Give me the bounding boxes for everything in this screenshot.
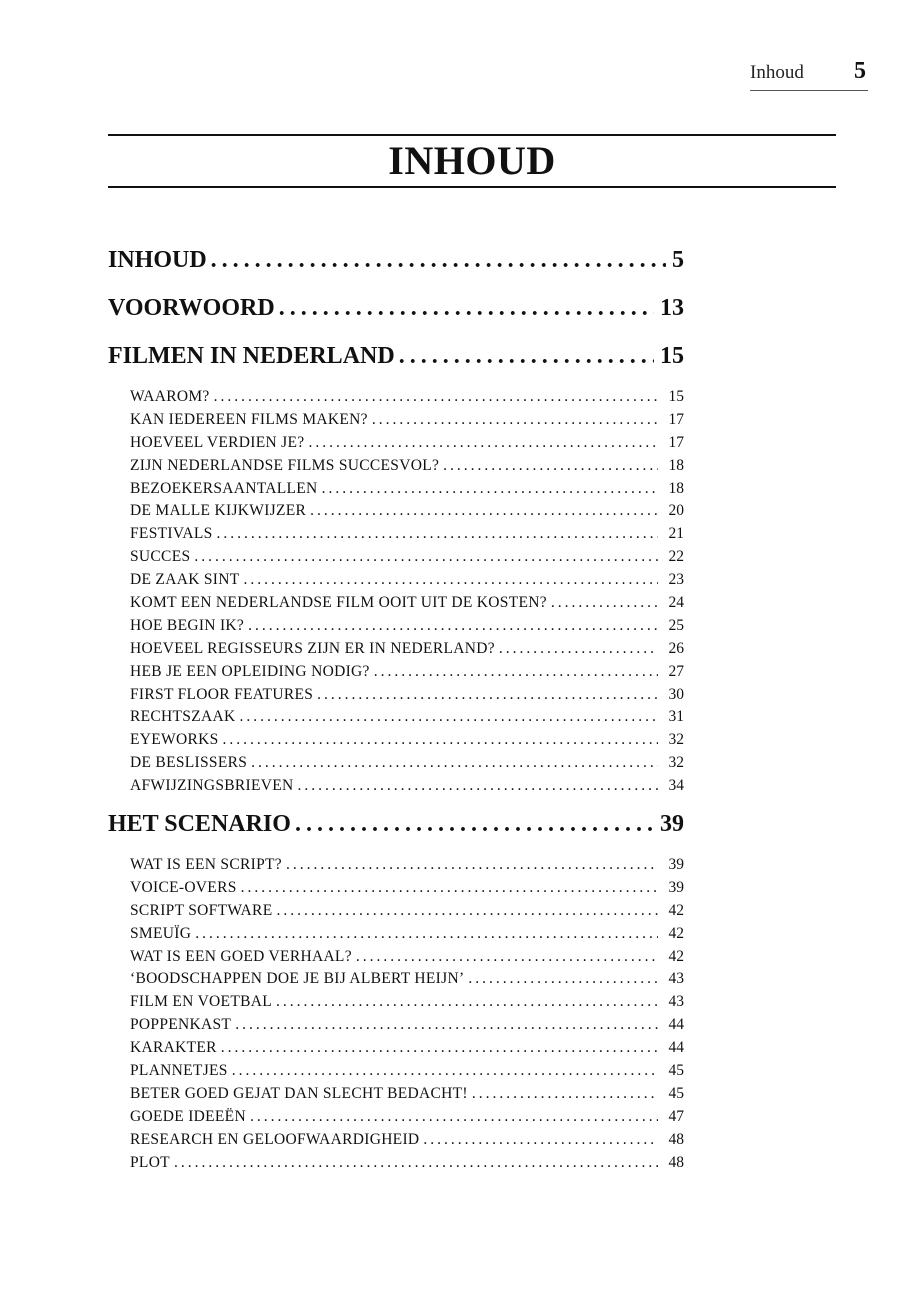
section-title: POPPENKAST [130, 1016, 232, 1034]
section-title: BEZOEKERSAANTALLEN [130, 479, 318, 497]
section-page-number: 42 [668, 947, 684, 965]
chapter-page-number: 13 [660, 295, 684, 321]
section-page-number: 34 [668, 777, 684, 795]
dot-leader [241, 877, 658, 900]
page-title-block [108, 134, 836, 188]
toc-section-entry [108, 900, 684, 923]
section-page-number: 44 [668, 1039, 684, 1057]
section-title: DE ZAAK SINT [130, 571, 240, 589]
toc-section-entry [108, 661, 684, 684]
section-title: WAT IS EEN SCRIPT? [130, 856, 282, 874]
dot-leader [310, 500, 658, 523]
toc-section-entry [108, 500, 684, 523]
section-title: DE MALLE KIJKWIJZER [130, 502, 307, 520]
toc-section-entry [108, 923, 684, 946]
dot-leader [286, 854, 658, 877]
section-title: ‘BOODSCHAPPEN DOE JE BIJ ALBERT HEIJN’ [130, 970, 465, 988]
section-title: ZIJN NEDERLANDSE FILMS SUCCESVOL? [130, 456, 440, 474]
section-page-number: 47 [668, 1107, 684, 1125]
dot-leader [308, 432, 658, 455]
chapter-title: FILMEN IN NEDERLAND [108, 343, 395, 369]
chapter-page-number: 15 [660, 343, 684, 369]
section-title: HOEVEEL REGISSEURS ZIJN ER IN NEDERLAND? [130, 639, 495, 657]
toc-chapter-entry [108, 806, 684, 854]
section-title: BETER GOED GEJAT DAN SLECHT BEDACHT! [130, 1084, 468, 1102]
section-page-number: 17 [668, 410, 684, 428]
dot-leader [372, 409, 658, 432]
section-page-number: 45 [668, 1084, 684, 1102]
dot-leader [443, 455, 658, 478]
section-page-number: 43 [668, 970, 684, 988]
dot-leader [322, 478, 658, 501]
dot-leader [356, 946, 658, 969]
dot-leader [195, 923, 658, 946]
dot-leader [250, 1106, 658, 1129]
chapter-page-number: 5 [672, 247, 684, 273]
running-header-page-number: 5 [854, 58, 866, 84]
dot-leader [279, 290, 654, 326]
section-title: HEB JE EEN OPLEIDING NODIG? [130, 662, 370, 680]
section-title: FIRST FLOOR FEATURES [130, 685, 314, 703]
section-page-number: 25 [668, 616, 684, 634]
section-title: HOEVEEL VERDIEN JE? [130, 433, 305, 451]
dot-leader [499, 638, 658, 661]
section-title: RECHTSZAAK [130, 708, 236, 726]
toc-section-entry [108, 877, 684, 900]
section-title: SMEUÏG [130, 924, 192, 942]
dot-leader [551, 592, 658, 615]
toc-section-entry [108, 638, 684, 661]
dot-leader [295, 806, 654, 842]
section-title: SUCCES [130, 548, 191, 566]
section-page-number: 18 [668, 479, 684, 497]
section-title: FESTIVALS [130, 525, 213, 543]
toc-section-entry [108, 1129, 684, 1152]
toc-section-entry [108, 968, 684, 991]
section-title: GOEDE IDEEËN [130, 1107, 246, 1125]
section-title: KARAKTER [130, 1039, 217, 1057]
toc-section-entry [108, 615, 684, 638]
toc-section-entry [108, 775, 684, 798]
toc-section-entry [108, 592, 684, 615]
section-page-number: 43 [668, 993, 684, 1011]
toc-section-entry [108, 1106, 684, 1129]
dot-leader [174, 1152, 658, 1175]
toc-section-entry [108, 569, 684, 592]
dot-leader [194, 546, 658, 569]
dot-leader [251, 752, 658, 775]
dot-leader [248, 615, 658, 638]
toc-section-entry [108, 729, 684, 752]
toc-section-entry [108, 523, 684, 546]
toc-section-entry [108, 752, 684, 775]
dot-leader [239, 706, 658, 729]
toc-chapter-entry [108, 242, 684, 290]
section-title: EYEWORKS [130, 731, 219, 749]
toc-section-entry [108, 1152, 684, 1175]
toc-section-entry [108, 991, 684, 1014]
section-page-number: 23 [668, 571, 684, 589]
section-page-number: 15 [668, 388, 684, 405]
section-page-number: 31 [668, 708, 684, 726]
toc-section-entry [108, 684, 684, 707]
section-page-number: 42 [668, 901, 684, 919]
toc-section-entry [108, 478, 684, 501]
toc-section-entry [108, 546, 684, 569]
running-header [750, 58, 868, 91]
toc-section-entry [108, 455, 684, 478]
dot-leader [468, 968, 658, 991]
dot-leader [221, 1037, 658, 1060]
section-page-number: 44 [668, 1016, 684, 1034]
dot-leader [223, 729, 658, 752]
dot-leader [235, 1014, 658, 1037]
section-page-number: 22 [668, 548, 684, 566]
section-page-number: 26 [668, 639, 684, 657]
section-page-number: 39 [668, 856, 684, 874]
section-title: DE BESLISSERS [130, 754, 248, 772]
dot-leader [374, 661, 658, 684]
chapter-title: HET SCENARIO [108, 811, 291, 838]
dot-leader [399, 338, 654, 374]
toc-chapter-entry [108, 338, 684, 386]
dot-leader [214, 386, 658, 409]
toc-section-entry [108, 854, 684, 877]
toc-section-entry [108, 946, 684, 969]
dot-leader [232, 1060, 658, 1083]
section-title: SCRIPT SOFTWARE [130, 901, 273, 919]
section-page-number: 48 [668, 1153, 684, 1171]
section-page-number: 30 [668, 685, 684, 703]
dot-leader [211, 242, 666, 278]
toc-section-entry [108, 409, 684, 432]
toc-section-entry [108, 1083, 684, 1106]
dot-leader [217, 523, 658, 546]
section-title: HOE BEGIN IK? [130, 616, 245, 634]
toc-section-entry [108, 1060, 684, 1083]
chapter-page-number: 39 [660, 811, 684, 838]
dot-leader [423, 1129, 658, 1152]
section-page-number: 48 [668, 1130, 684, 1148]
section-page-number: 32 [668, 754, 684, 772]
section-title: WAT IS EEN GOED VERHAAL? [130, 947, 352, 965]
section-page-number: 45 [668, 1062, 684, 1080]
chapter-title: INHOUD [108, 247, 207, 273]
section-page-number: 24 [668, 594, 684, 612]
section-title: AFWIJZINGSBRIEVEN [130, 777, 294, 795]
section-page-number: 42 [668, 924, 684, 942]
section-title: VOICE-OVERS [130, 878, 237, 896]
chapter-title: VOORWOORD [108, 295, 275, 321]
section-page-number: 21 [668, 525, 684, 543]
section-page-number: 17 [668, 433, 684, 451]
section-title: KOMT EEN NEDERLANDSE FILM OOIT UIT DE KOSTEN? [130, 594, 547, 612]
dot-leader [317, 684, 658, 707]
dot-leader [298, 775, 658, 798]
table-of-contents [108, 242, 684, 1175]
section-page-number: 20 [668, 502, 684, 520]
section-page-number: 32 [668, 731, 684, 749]
toc-section-entry [108, 1014, 684, 1037]
toc-section-entry [108, 386, 684, 409]
section-page-number: 18 [668, 456, 684, 474]
section-title: KAN IEDEREEN FILMS MAKEN? [130, 410, 368, 428]
toc-section-entry [108, 1037, 684, 1060]
section-title: FILM EN VOETBAL [130, 993, 272, 1011]
dot-leader [472, 1083, 658, 1106]
toc-section-entry [108, 432, 684, 455]
section-page-number: 39 [668, 878, 684, 896]
section-title: WAAROM? [130, 388, 210, 405]
page-title: INHOUD [388, 138, 556, 183]
dot-leader [276, 991, 658, 1014]
section-title: PLANNETJES [130, 1062, 228, 1080]
section-page-number: 27 [668, 662, 684, 680]
dot-leader [276, 900, 658, 923]
toc-section-entry [108, 706, 684, 729]
section-title: RESEARCH EN GELOOFWAARDIGHEID [130, 1130, 420, 1148]
section-title: PLOT [130, 1153, 170, 1171]
running-header-title: Inhoud [750, 62, 804, 83]
toc-chapter-entry [108, 290, 684, 338]
dot-leader [244, 569, 658, 592]
